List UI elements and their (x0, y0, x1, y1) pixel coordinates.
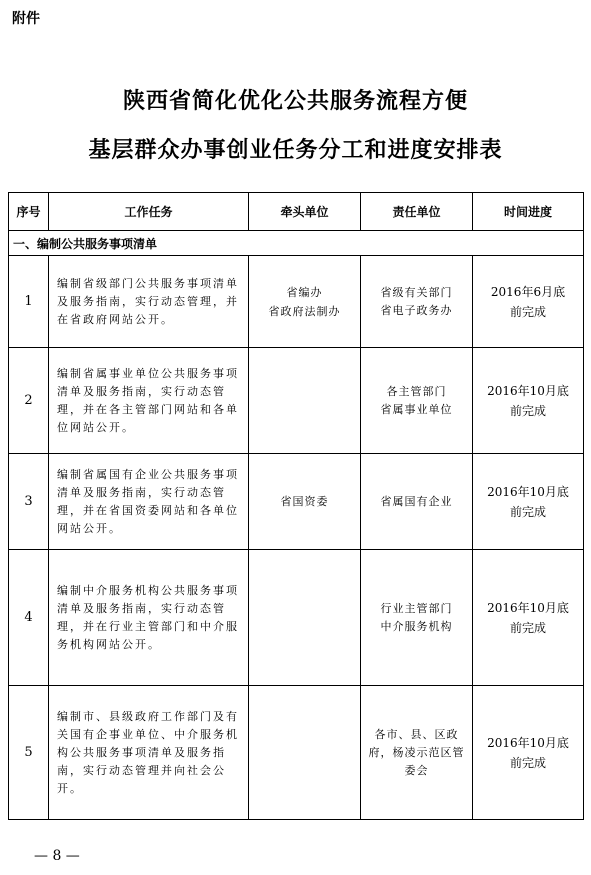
row-task: 编制省属事业单位公共服务事项清单及服务指南，实行动态管理，并在各主管部门网站和各单位网站公开。 (49, 348, 249, 454)
row-task: 编制市、县级政府工作部门及有关国有企事业单位、中介服务机构公共服务事项清单及服务指南，实行动态管理并向社会公开。 (49, 686, 249, 820)
section-row (9, 231, 584, 256)
row-number: 2 (9, 348, 49, 454)
table-row (9, 686, 584, 820)
row-task: 编制中介服务机构公共服务事项清单及服务指南，实行动态管理，并在行业主管部门和中介服务机构网站公开。 (49, 550, 249, 686)
table-row (9, 348, 584, 454)
row-task: 编制省属国有企业公共服务事项清单及服务指南，实行动态管理，并在省国资委网站和各单位网站公开。 (49, 454, 249, 550)
page-title-line-2: 基层群众办事创业任务分工和进度安排表 (88, 137, 503, 163)
row-number: 4 (9, 550, 49, 686)
row-time-progress: 2016年10月底 前完成 (473, 686, 584, 820)
table-header-row (9, 193, 584, 231)
task-table (8, 192, 584, 820)
header-responsible-unit: 责任单位 (361, 193, 473, 231)
row-lead-unit (249, 348, 361, 454)
row-task: 编制省级部门公共服务事项清单及服务指南，实行动态管理，并在省政府网站公开。 (49, 256, 249, 348)
row-responsible-unit: 行业主管部门 中介服务机构 (361, 550, 473, 686)
row-lead-unit (249, 550, 361, 686)
header-seq: 序号 (9, 193, 49, 231)
header-lead-unit: 牵头单位 (249, 193, 361, 231)
page-title-line-1: 陕西省简化优化公共服务流程方便 (122, 88, 468, 114)
row-responsible-unit: 各主管部门 省属事业单位 (361, 348, 473, 454)
row-number: 5 (9, 686, 49, 820)
row-time-progress: 2016年10月底 前完成 (473, 550, 584, 686)
page-number: — 8 — (34, 848, 80, 864)
table-row (9, 256, 584, 348)
header-time-progress: 时间进度 (473, 193, 584, 231)
table-row (9, 550, 584, 686)
header-task: 工作任务 (49, 193, 249, 231)
row-responsible-unit: 省级有关部门 省电子政务办 (361, 256, 473, 348)
attachment-label: 附件 (12, 11, 40, 27)
section-title: 一、编制公共服务事项清单 (9, 231, 584, 256)
row-lead-unit (249, 686, 361, 820)
row-lead-unit: 省编办 省政府法制办 (249, 256, 361, 348)
row-time-progress: 2016年6月底 前完成 (473, 256, 584, 348)
row-number: 3 (9, 454, 49, 550)
row-responsible-unit: 省属国有企业 (361, 454, 473, 550)
row-lead-unit: 省国资委 (249, 454, 361, 550)
row-responsible-unit: 各市、县、区政府，杨凌示范区管委会 (361, 686, 473, 820)
row-number: 1 (9, 256, 49, 348)
row-time-progress: 2016年10月底 前完成 (473, 348, 584, 454)
table-row (9, 454, 584, 550)
row-time-progress: 2016年10月底 前完成 (473, 454, 584, 550)
